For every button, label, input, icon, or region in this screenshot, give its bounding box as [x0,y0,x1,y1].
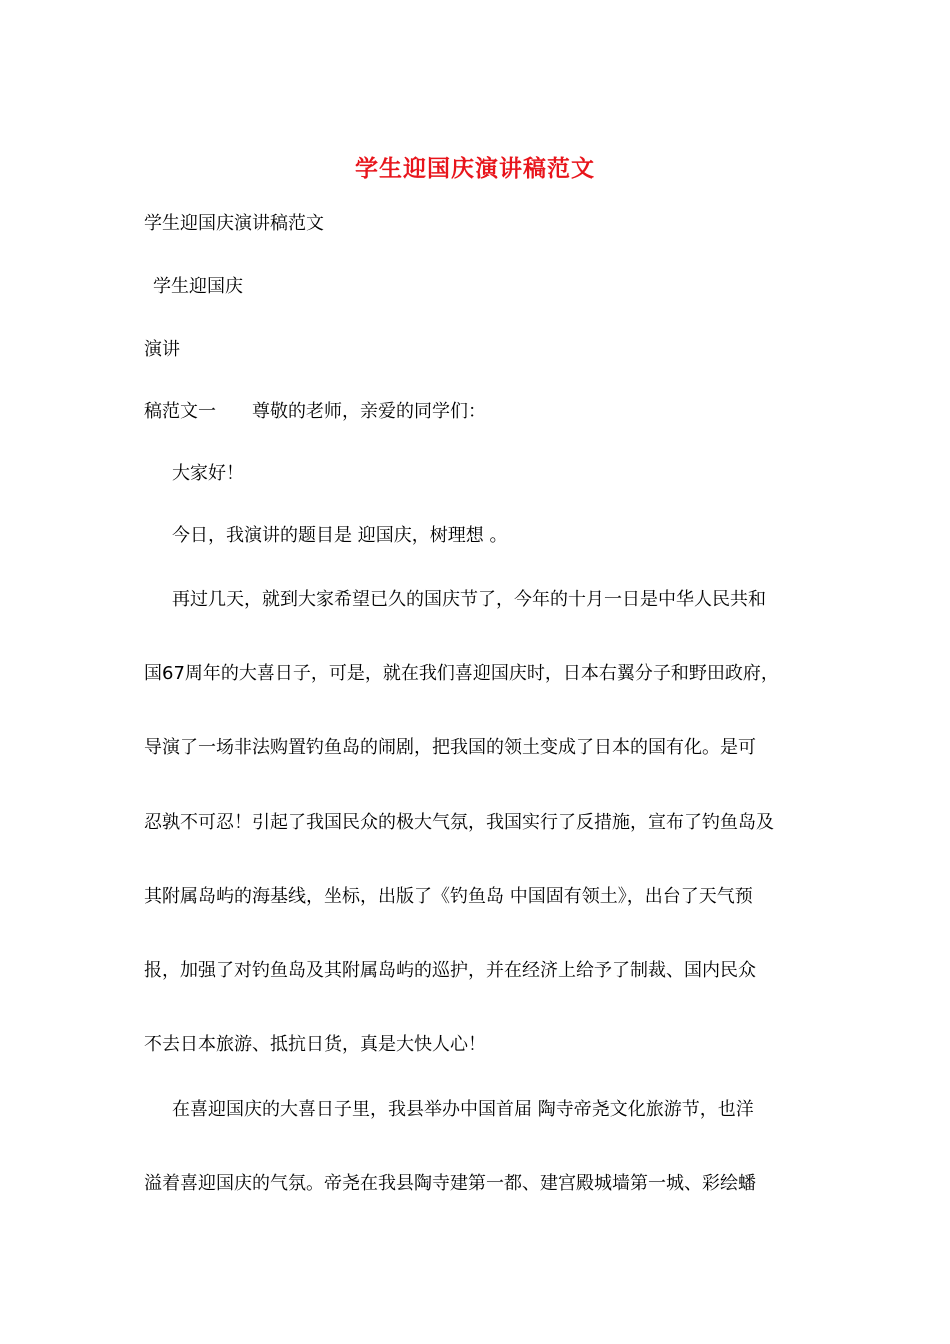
paragraph-line: 学生迎国庆演讲稿范文 [144,213,324,234]
paragraph-line: 报，加强了对钓鱼岛及其附属岛屿的巡护，并在经济上给予了制裁、国内民众 [144,960,756,981]
document-title: 学生迎国庆演讲稿范文 [355,156,595,182]
paragraph-line: 不去日本旅游、抵抗日货，真是大快人心！ [144,1034,486,1055]
paragraph-line: 忍孰不可忍！引起了我国民众的极大气氛，我国实行了反措施，宣布了钓鱼岛及 [144,812,774,833]
paragraph-line: 在喜迎国庆的大喜日子里，我县举办中国首届 陶寺帝尧文化旅游节，也洋 [172,1099,754,1120]
paragraph-line: 大家好！ [172,463,244,484]
paragraph-line: 稿范文一 尊敬的老师，亲爱的同学们： [144,401,486,422]
paragraph-line: 溢着喜迎国庆的气氛。帝尧在我县陶寺建第一都、建宫殿城墙第一城、彩绘蟠 [144,1173,756,1194]
paragraph-line: 导演了一场非法购置钓鱼岛的闹剧，把我国的领土变成了日本的国有化。是可 [144,737,756,758]
paragraph-line: 学生迎国庆 [153,276,243,297]
paragraph-line: 其附属岛屿的海基线，坐标，出版了《钓鱼岛 中国固有领土》，出台了天气预 [144,886,753,907]
paragraph-line: 再过几天，就到大家希望已久的国庆节了，今年的十月一日是中华人民共和 [172,589,766,610]
paragraph-line: 国67周年的大喜日子，可是，就在我们喜迎国庆时，日本右翼分子和野田政府， [144,663,779,684]
paragraph-line: 演讲 [144,339,180,360]
paragraph-line: 今日，我演讲的题目是 迎国庆，树理想 。 [172,525,508,546]
